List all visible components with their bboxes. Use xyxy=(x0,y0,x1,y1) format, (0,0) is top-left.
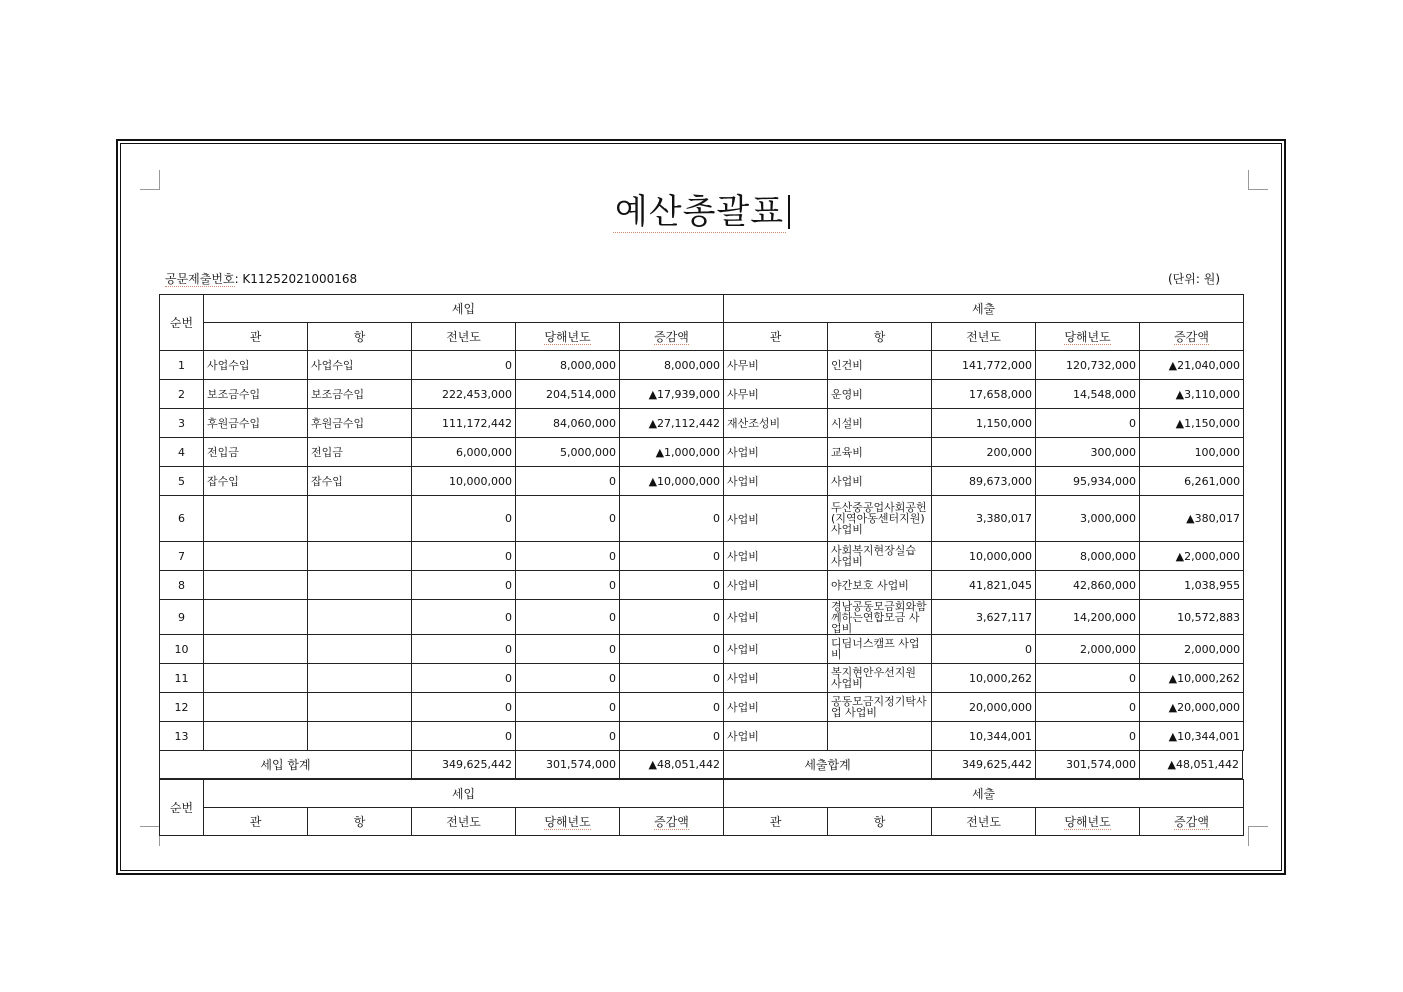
unit-label: (단위: 원) xyxy=(1168,272,1220,286)
income-current-year-cell: 0 xyxy=(516,467,620,496)
income-current-year-cell: 0 xyxy=(516,635,620,664)
income-prev-year-cell: 10,000,000 xyxy=(412,467,516,496)
table-body xyxy=(160,351,1244,751)
expense-gwan-cell: 사업비 xyxy=(724,664,828,693)
table-row xyxy=(160,664,1244,693)
doc-number-value: : K11252021000168 xyxy=(234,272,358,286)
expense-current-year-cell: 14,200,000 xyxy=(1036,600,1140,635)
table-row xyxy=(160,571,1244,600)
expense-prev-year-cell: 1,150,000 xyxy=(932,409,1036,438)
expense-current-year-cell: 0 xyxy=(1036,722,1140,751)
expense-total-curr: 301,574,000 xyxy=(1036,751,1140,779)
table-row xyxy=(160,467,1244,496)
header-income-prev: 전년도 xyxy=(412,323,516,351)
row-number-cell: 6 xyxy=(160,496,204,542)
title-text[interactable]: 예산총괄표 xyxy=(614,192,785,232)
expense-gwan-cell: 사업비 xyxy=(724,693,828,722)
table-row xyxy=(160,542,1244,571)
income-difference-cell: 0 xyxy=(620,571,724,600)
expense-gwan-cell: 사무비 xyxy=(724,351,828,380)
row-number-cell: 12 xyxy=(160,693,204,722)
table-row xyxy=(160,409,1244,438)
expense-hang-cell: 경남공동모금회와함께하는연합모금 사업비 xyxy=(828,600,932,635)
expense-difference-cell: 6,261,000 xyxy=(1140,467,1244,496)
header-income-curr xyxy=(516,323,620,351)
income-gwan-cell xyxy=(204,600,308,635)
expense-current-year-cell: 120,732,000 xyxy=(1036,351,1140,380)
doc-number-label: 공문제출번호 xyxy=(165,272,235,286)
income-prev-year-cell: 0 xyxy=(412,542,516,571)
expense-difference-cell: ▲20,000,000 xyxy=(1140,693,1244,722)
expense-hang-cell: 두산중공업사회공헌(지역아동센터지원) 사업비 xyxy=(828,496,932,542)
income-current-year-cell: 0 xyxy=(516,693,620,722)
header2-expense-curr xyxy=(1036,808,1140,836)
row-number-cell: 9 xyxy=(160,600,204,635)
table-row xyxy=(160,380,1244,409)
income-gwan-cell xyxy=(204,496,308,542)
income-current-year-cell: 0 xyxy=(516,664,620,693)
income-total-prev: 349,625,442 xyxy=(412,751,516,779)
table-row xyxy=(160,635,1244,664)
row-number-cell: 11 xyxy=(160,664,204,693)
expense-prev-year-cell: 10,000,000 xyxy=(932,542,1036,571)
expense-current-year-cell: 300,000 xyxy=(1036,438,1140,467)
expense-difference-cell: 100,000 xyxy=(1140,438,1244,467)
expense-hang-cell: 운영비 xyxy=(828,380,932,409)
income-difference-cell: 8,000,000 xyxy=(620,351,724,380)
income-prev-year-cell: 222,453,000 xyxy=(412,380,516,409)
expense-current-year-cell: 8,000,000 xyxy=(1036,542,1140,571)
expense-difference-cell: 2,000,000 xyxy=(1140,635,1244,664)
expense-hang-cell xyxy=(828,722,932,751)
header-income-curr-text: 당해년도 xyxy=(544,330,591,344)
income-prev-year-cell: 0 xyxy=(412,635,516,664)
expense-prev-year-cell: 41,821,045 xyxy=(932,571,1036,600)
header-income-diff-text: 증감액 xyxy=(654,330,689,344)
header2-income: 세입 xyxy=(204,780,724,808)
income-gwan-cell: 보조금수입 xyxy=(204,380,308,409)
row-number-cell: 4 xyxy=(160,438,204,467)
header-expense: 세출 xyxy=(724,295,1244,323)
expense-hang-cell: 교육비 xyxy=(828,438,932,467)
expense-difference-cell: ▲10,344,001 xyxy=(1140,722,1244,751)
text-cursor xyxy=(788,195,790,229)
header2-expense-diff-text: 증감액 xyxy=(1174,815,1209,829)
header-income-gwan: 관 xyxy=(204,323,308,351)
expense-prev-year-cell: 20,000,000 xyxy=(932,693,1036,722)
header2-expense: 세출 xyxy=(724,780,1244,808)
income-gwan-cell xyxy=(204,542,308,571)
margin-corner-bottom-right xyxy=(1248,826,1268,846)
income-hang-cell: 잡수입 xyxy=(308,467,412,496)
expense-prev-year-cell: 17,658,000 xyxy=(932,380,1036,409)
expense-difference-cell: ▲380,017 xyxy=(1140,496,1244,542)
income-difference-cell: 0 xyxy=(620,664,724,693)
expense-current-year-cell: 95,934,000 xyxy=(1036,467,1140,496)
income-difference-cell: ▲17,939,000 xyxy=(620,380,724,409)
header2-income-hang: 항 xyxy=(308,808,412,836)
income-hang-cell xyxy=(308,542,412,571)
row-number-cell: 8 xyxy=(160,571,204,600)
income-prev-year-cell: 0 xyxy=(412,571,516,600)
header-income-diff xyxy=(620,323,724,351)
income-current-year-cell: 5,000,000 xyxy=(516,438,620,467)
income-hang-cell: 보조금수입 xyxy=(308,380,412,409)
expense-difference-cell: ▲10,000,262 xyxy=(1140,664,1244,693)
expense-hang-cell: 공동모금지정기탁사업 사업비 xyxy=(828,693,932,722)
header-income: 세입 xyxy=(204,295,724,323)
expense-current-year-cell: 2,000,000 xyxy=(1036,635,1140,664)
expense-difference-cell: ▲1,150,000 xyxy=(1140,409,1244,438)
table-row xyxy=(160,438,1244,467)
expense-prev-year-cell: 89,673,000 xyxy=(932,467,1036,496)
expense-gwan-cell: 사업비 xyxy=(724,496,828,542)
income-prev-year-cell: 0 xyxy=(412,664,516,693)
expense-hang-cell: 시설비 xyxy=(828,409,932,438)
table-row xyxy=(160,351,1244,380)
income-gwan-cell: 전입금 xyxy=(204,438,308,467)
income-prev-year-cell: 111,172,442 xyxy=(412,409,516,438)
header2-income-diff-text: 증감액 xyxy=(654,815,689,829)
continued-header-table xyxy=(159,779,1244,836)
expense-difference-cell: 10,572,883 xyxy=(1140,600,1244,635)
income-difference-cell: ▲27,112,442 xyxy=(620,409,724,438)
income-gwan-cell xyxy=(204,693,308,722)
row-number-cell: 1 xyxy=(160,351,204,380)
header2-income-prev: 전년도 xyxy=(412,808,516,836)
expense-prev-year-cell: 10,344,001 xyxy=(932,722,1036,751)
expense-gwan-cell: 사업비 xyxy=(724,467,828,496)
expense-prev-year-cell: 3,380,017 xyxy=(932,496,1036,542)
income-total-curr: 301,574,000 xyxy=(516,751,620,779)
header-order: 순번 xyxy=(160,295,204,351)
header2-expense-curr-text: 당해년도 xyxy=(1064,815,1111,829)
expense-gwan-cell: 사업비 xyxy=(724,722,828,751)
header-expense-prev: 전년도 xyxy=(932,323,1036,351)
income-current-year-cell: 84,060,000 xyxy=(516,409,620,438)
expense-hang-cell: 디딤너스캠프 사업비 xyxy=(828,635,932,664)
income-current-year-cell: 0 xyxy=(516,496,620,542)
expense-gwan-cell: 사업비 xyxy=(724,635,828,664)
expense-prev-year-cell: 3,627,117 xyxy=(932,600,1036,635)
income-current-year-cell: 0 xyxy=(516,542,620,571)
income-total-label: 세입 합계 xyxy=(160,751,412,779)
expense-current-year-cell: 0 xyxy=(1036,409,1140,438)
income-prev-year-cell: 0 xyxy=(412,351,516,380)
expense-current-year-cell: 14,548,000 xyxy=(1036,380,1140,409)
document-title[interactable] xyxy=(0,184,1403,233)
expense-hang-cell: 사회복지현장실습 사업비 xyxy=(828,542,932,571)
expense-gwan-cell: 사업비 xyxy=(724,542,828,571)
header2-expense-gwan: 관 xyxy=(724,808,828,836)
income-hang-cell: 전입금 xyxy=(308,438,412,467)
income-prev-year-cell: 0 xyxy=(412,600,516,635)
expense-gwan-cell: 사업비 xyxy=(724,438,828,467)
income-gwan-cell xyxy=(204,571,308,600)
expense-current-year-cell: 0 xyxy=(1036,693,1140,722)
header-expense-curr xyxy=(1036,323,1140,351)
income-current-year-cell: 0 xyxy=(516,571,620,600)
income-difference-cell: ▲1,000,000 xyxy=(620,438,724,467)
expense-prev-year-cell: 141,772,000 xyxy=(932,351,1036,380)
income-prev-year-cell: 0 xyxy=(412,693,516,722)
expense-difference-cell: ▲2,000,000 xyxy=(1140,542,1244,571)
income-gwan-cell xyxy=(204,664,308,693)
budget-summary-table xyxy=(159,294,1244,751)
header-expense-curr-text: 당해년도 xyxy=(1064,330,1111,344)
income-gwan-cell xyxy=(204,635,308,664)
expense-prev-year-cell: 10,000,262 xyxy=(932,664,1036,693)
income-difference-cell: 0 xyxy=(620,496,724,542)
expense-prev-year-cell: 0 xyxy=(932,635,1036,664)
expense-prev-year-cell: 200,000 xyxy=(932,438,1036,467)
income-current-year-cell: 204,514,000 xyxy=(516,380,620,409)
expense-gwan-cell: 사업비 xyxy=(724,600,828,635)
income-gwan-cell: 잡수입 xyxy=(204,467,308,496)
income-hang-cell: 사업수입 xyxy=(308,351,412,380)
income-gwan-cell xyxy=(204,722,308,751)
row-number-cell: 13 xyxy=(160,722,204,751)
header2-expense-prev: 전년도 xyxy=(932,808,1036,836)
row-number-cell: 3 xyxy=(160,409,204,438)
expense-gwan-cell: 재산조성비 xyxy=(724,409,828,438)
income-difference-cell: ▲10,000,000 xyxy=(620,467,724,496)
header-expense-diff-text: 증감액 xyxy=(1174,330,1209,344)
header2-expense-diff xyxy=(1140,808,1244,836)
income-prev-year-cell: 6,000,000 xyxy=(412,438,516,467)
row-number-cell: 7 xyxy=(160,542,204,571)
header2-income-curr xyxy=(516,808,620,836)
income-hang-cell xyxy=(308,635,412,664)
expense-hang-cell: 야간보호 사업비 xyxy=(828,571,932,600)
income-hang-cell xyxy=(308,693,412,722)
table-row xyxy=(160,496,1244,542)
income-hang-cell: 후원금수입 xyxy=(308,409,412,438)
row-number-cell: 2 xyxy=(160,380,204,409)
table-row xyxy=(160,722,1244,751)
income-hang-cell xyxy=(308,600,412,635)
header2-income-diff xyxy=(620,808,724,836)
totals-table xyxy=(159,750,1243,779)
income-gwan-cell: 사업수입 xyxy=(204,351,308,380)
income-difference-cell: 0 xyxy=(620,722,724,751)
table-row xyxy=(160,693,1244,722)
header2-income-curr-text: 당해년도 xyxy=(544,815,591,829)
income-prev-year-cell: 0 xyxy=(412,722,516,751)
income-gwan-cell: 후원금수입 xyxy=(204,409,308,438)
expense-current-year-cell: 42,860,000 xyxy=(1036,571,1140,600)
expense-current-year-cell: 0 xyxy=(1036,664,1140,693)
doc-number xyxy=(165,270,357,287)
row-number-cell: 5 xyxy=(160,467,204,496)
header2-order: 순번 xyxy=(160,780,204,836)
expense-gwan-cell: 사무비 xyxy=(724,380,828,409)
income-hang-cell xyxy=(308,496,412,542)
income-difference-cell: 0 xyxy=(620,635,724,664)
expense-hang-cell: 복지현안우선지원 사업비 xyxy=(828,664,932,693)
expense-difference-cell: ▲21,040,000 xyxy=(1140,351,1244,380)
expense-gwan-cell: 사업비 xyxy=(724,571,828,600)
income-difference-cell: 0 xyxy=(620,693,724,722)
row-number-cell: 10 xyxy=(160,635,204,664)
income-difference-cell: 0 xyxy=(620,600,724,635)
income-total-diff: ▲48,051,442 xyxy=(620,751,724,779)
expense-difference-cell: 1,038,955 xyxy=(1140,571,1244,600)
expense-hang-cell: 사업비 xyxy=(828,467,932,496)
expense-total-label: 세출합계 xyxy=(724,751,932,779)
table-row xyxy=(160,600,1244,635)
expense-total-diff: ▲48,051,442 xyxy=(1140,751,1243,779)
income-difference-cell: 0 xyxy=(620,542,724,571)
expense-current-year-cell: 3,000,000 xyxy=(1036,496,1140,542)
expense-hang-cell: 인건비 xyxy=(828,351,932,380)
income-current-year-cell: 0 xyxy=(516,600,620,635)
income-current-year-cell: 8,000,000 xyxy=(516,351,620,380)
margin-corner-bottom-left xyxy=(140,826,160,846)
header-expense-diff xyxy=(1140,323,1244,351)
header-expense-gwan: 관 xyxy=(724,323,828,351)
expense-difference-cell: ▲3,110,000 xyxy=(1140,380,1244,409)
header2-income-gwan: 관 xyxy=(204,808,308,836)
income-prev-year-cell: 0 xyxy=(412,496,516,542)
header-income-hang: 항 xyxy=(308,323,412,351)
income-current-year-cell: 0 xyxy=(516,722,620,751)
income-hang-cell xyxy=(308,664,412,693)
header2-expense-hang: 항 xyxy=(828,808,932,836)
expense-total-prev: 349,625,442 xyxy=(932,751,1036,779)
income-hang-cell xyxy=(308,571,412,600)
header-expense-hang: 항 xyxy=(828,323,932,351)
income-hang-cell xyxy=(308,722,412,751)
